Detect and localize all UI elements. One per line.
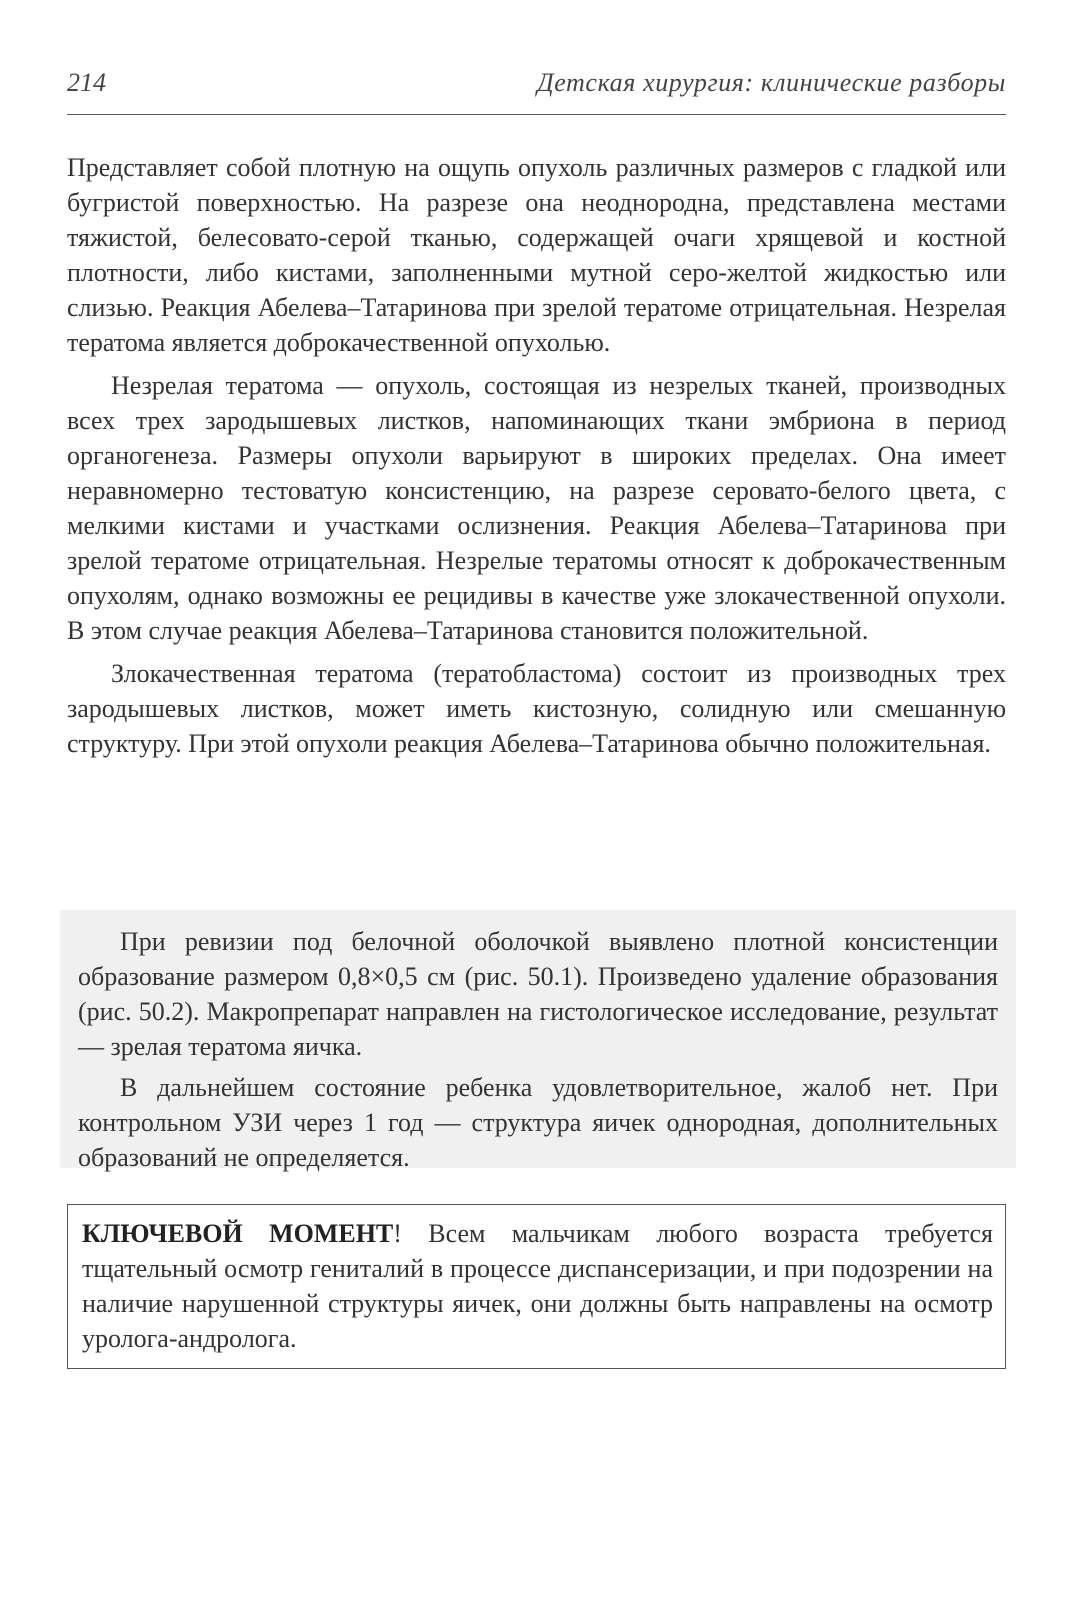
- header-rule: [67, 114, 1006, 115]
- paragraph: Злокачественная тератома (тератобластома) состоит из производных трех зародышевых листков, может иметь кистозную, солидную или смешанную структуру. При этой опухоли реакция Абелева–Татаринова обычно положительная.: [67, 659, 1006, 758]
- running-head: [67, 68, 1006, 108]
- book-title: Детская хирургия: клинические разборы: [537, 68, 1006, 97]
- main-text: [67, 150, 1006, 761]
- paragraph: Представляет собой плотную на ощупь опухоль различных размеров с гладкой или бугристой поверхностью. На разрезе она неоднородна, представлена местами тяжистой, белесовато-серой тканью, содержащей очаги хрящевой и костной плотности, либо кистами, заполненными мутной серо-желтой жидкостью или слизью. Реакция Абелева–Татаринова при зрелой тератоме отрицательная. Незрелая тератома является доброкачественной опухолью.: [67, 153, 1006, 357]
- case-paragraph: В дальнейшем состояние ребенка удовлетворительное, жалоб нет. При контрольном УЗИ через 1 год — структура яичек однородная, дополнительных образований не определяется.: [78, 1073, 998, 1172]
- key-point-label: КЛЮЧЕВОЙ МОМЕНТ: [82, 1219, 394, 1248]
- key-point-box: [67, 1204, 1006, 1369]
- clinical-case-block: [60, 910, 1016, 1172]
- page-number: 214: [67, 68, 106, 97]
- paragraph: Незрелая тератома — опухоль, состоящая из незрелых тканей, производных всех трех зародышевых листков, напоминающих ткани эмбриона в период органогенеза. Размеры опухоли варьируют в широких пределах. Она имеет неравномерно тестоватую консистенцию, на разрезе серовато-белого цвета, с мелкими кистами и участками ослизнения. Реакция Абелева–Татаринова при зрелой тератоме отрицательная. Незрелые тератомы относят к доброкачественным опухолям, однако возможны ее рецидивы в качестве уже злокачественной опухоли. В этом случае реакция Абелева–Татаринова становится положительной.: [67, 371, 1006, 645]
- case-paragraph: При ревизии под белочной оболочкой выявлено плотной консистенции образование размером 0,8×0,5 см (рис. 50.1). Произведено удаление образования (рис. 50.2). Макропрепарат направлен на гистологическое исследование, результат — зрелая тератома яичка.: [78, 927, 998, 1061]
- key-point-text: ! Всем мальчикам любого возраста требуется тщательный осмотр гениталий в процессе диспансеризации, и при подозрении на наличие нарушенной структуры яичек, они должны быть направлены на осмотр уролога-андролога.: [82, 1219, 993, 1353]
